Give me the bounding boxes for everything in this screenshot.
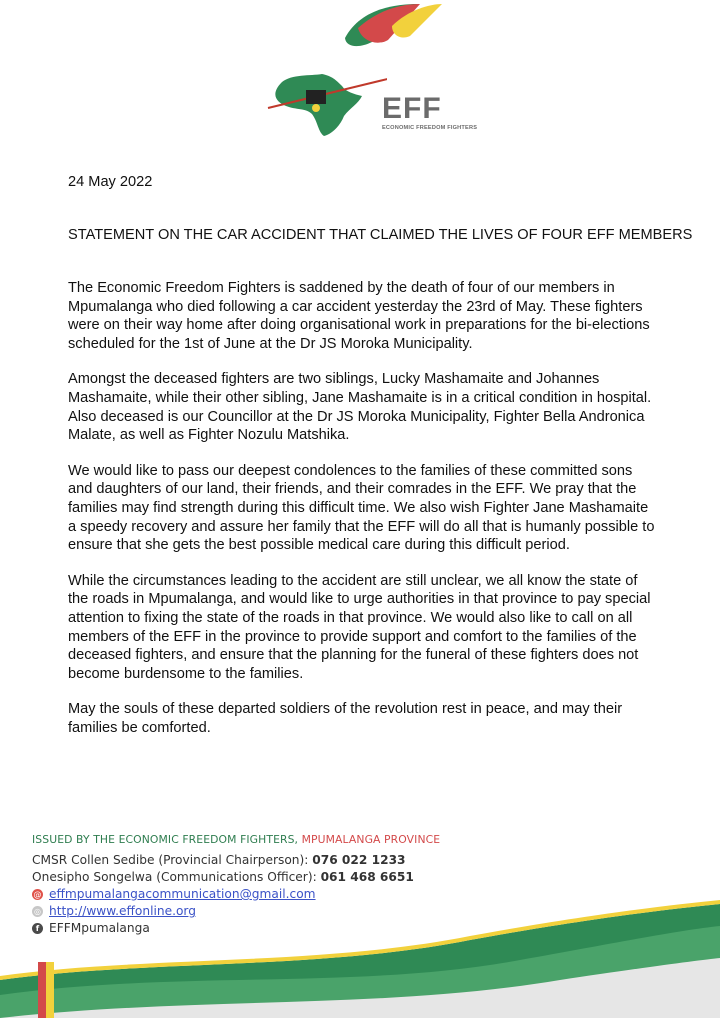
logo-subtitle: ECONOMIC FREEDOM FIGHTERS [382, 125, 478, 131]
email-link[interactable]: effmpumalangacommunication@gmail.com [49, 887, 316, 901]
statement-body [68, 279, 658, 754]
issued-by-line [32, 833, 440, 846]
website-link[interactable]: http://www.effonline.org [49, 904, 196, 918]
statement-date: 24 May 2022 [68, 174, 153, 190]
facebook-handle: EFFMpumalanga [49, 921, 150, 935]
facebook-icon: f [32, 923, 43, 934]
logo-eff-text: EFF [382, 92, 442, 125]
top-swoosh-decoration [0, 0, 720, 60]
contact-communications [32, 869, 440, 886]
contact-number: 061 468 6651 [320, 870, 414, 884]
issued-province: MPUMALANGA PROVINCE [301, 833, 441, 846]
paragraph: Amongst the deceased fighters are two siblings, Lucky Mashamaite and Johannes Mashamaite, while their other sibling, Jane Mashamaite is in a critical condition in hospital. Also deceased is our Councillor at the Dr JS Moroka Municipality, Fighter Bella Andronica Malate, as well as Fighter Nozulu Matshika. [68, 371, 652, 444]
contact-name: CMSR Collen Sedibe (Provincial Chairperson): [32, 853, 313, 867]
issued-prefix: ISSUED BY THE ECONOMIC FREEDOM FIGHTERS, [32, 833, 302, 846]
paragraph: While the circumstances leading to the accident are still unclear, we all know the state of the roads in Mpumalanga, and would like to urge authorities in that province to pay special attention to fixing the state of the roads in that province. We would also like to call on all members of the EFF in the province to provide support and comfort to the families of the deceased fighters, and ensure that the planning for the funeral of these fighters does not become burdensome to the families. [68, 572, 651, 682]
contact-chairperson [32, 852, 440, 869]
statement-title: STATEMENT ON THE CAR ACCIDENT THAT CLAIMED THE LIVES OF FOUR EFF MEMBERS [68, 227, 693, 243]
paragraph: May the souls of these departed soldiers of the revolution rest in peace, and may their families be comforted. [68, 701, 623, 736]
paragraph: The Economic Freedom Fighters is saddened by the death of four of our members in Mpumalanga who died following a car accident yesterday the 23rd of May. These fighters were on their way home after doing organisational work in preparations for the bi-elections scheduled for the 1st of June at the Dr JS Moroka Municipality. [68, 280, 650, 352]
globe-icon: ◎ [32, 906, 43, 917]
bottom-swoosh-decoration [0, 900, 720, 1018]
contact-number: 076 022 1233 [312, 853, 406, 867]
paragraph: We would like to pass our deepest condolences to the families of these committed sons and daughters of our land, their friends, and their comrades in the EFF. We pray that the families may find strength during this difficult time. We also wish Fighter Jane Mashamaite a speedy recovery and assure her family that the EFF will do all that is humanly possible to ensure that she gets the best possible medical care during this difficult period. [68, 462, 655, 554]
africa-map-icon [262, 68, 387, 140]
email-icon: @ [33, 890, 42, 899]
contact-name: Onesipho Songelwa (Communications Officer): [32, 870, 321, 884]
logo-wordmark [382, 94, 477, 131]
